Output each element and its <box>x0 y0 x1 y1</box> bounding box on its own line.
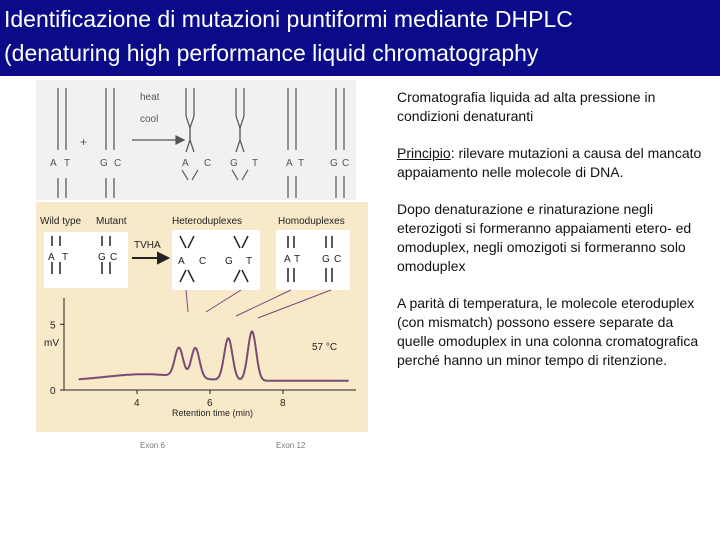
top-right-label-3: G <box>230 158 238 169</box>
temperature-annotation: 57 °C <box>312 342 338 353</box>
homo-label-1: A <box>284 254 291 265</box>
paragraph-definition: Cromatografia liquida ad alta pressione in condizioni denaturanti <box>397 89 656 124</box>
top-right-label-7: G <box>330 158 338 169</box>
caption-exon-6: Exon 6 <box>140 441 165 450</box>
top-right-label-1: A <box>182 158 189 169</box>
header-mutant: Mutant <box>96 216 127 227</box>
description-column <box>397 88 709 388</box>
principle-text: : rilevare mutazioni a causa del mancato appaiamento nelle molecole di DNA. <box>397 145 702 180</box>
paragraph-principle <box>397 144 709 182</box>
paragraph-duplex-formation: Dopo denaturazione e rinaturazione negli eterozigoti si formeranno appaiamenti etero- ed omoduplex, negli omozigoti si formeranno solo omoduplex <box>397 201 692 274</box>
header-wild-type: Wild type <box>40 216 82 227</box>
top-right-label-5: A <box>286 158 293 169</box>
hetero-label-3: G <box>225 256 233 267</box>
cool-label: cool <box>140 114 159 125</box>
x-tick-label: 8 <box>280 398 286 409</box>
heat-label: heat <box>140 92 160 103</box>
process-label: TVHA <box>134 240 161 251</box>
title-bar <box>0 0 720 76</box>
header-heteroduplexes: Heteroduplexes <box>172 216 243 227</box>
top-left-label-2: T <box>64 158 71 169</box>
homo-label-3: G <box>322 254 330 265</box>
header-homoduplexes: Homoduplexes <box>278 216 345 227</box>
top-right-label-6: T <box>298 158 305 169</box>
caption-exon-12: Exon 12 <box>276 441 306 450</box>
x-axis-label: Retention time (min) <box>172 408 254 418</box>
homo-label-4: C <box>334 254 342 265</box>
top-left-label-1: A <box>50 158 57 169</box>
top-right-label-2: C <box>204 158 212 169</box>
bottom-left-label-3: G <box>98 252 106 263</box>
bottom-left-label-4: C <box>110 252 118 263</box>
plus-sign: + <box>80 135 88 149</box>
principle-label: Principio <box>397 145 451 161</box>
top-left-label-3: G <box>100 158 108 169</box>
y-tick-label: 0 <box>50 386 56 397</box>
top-right-label-4: T <box>252 158 259 169</box>
x-tick-label: 4 <box>134 398 140 409</box>
figure-svg <box>36 80 370 460</box>
y-axis-label: mV <box>44 338 59 349</box>
hetero-label-4: T <box>246 256 253 267</box>
top-left-label-4: C <box>114 158 122 169</box>
hetero-label-1: A <box>178 256 185 267</box>
bottom-left-label-1: A <box>48 252 55 263</box>
hetero-label-2: C <box>199 256 207 267</box>
bottom-left-label-2: T <box>62 252 69 263</box>
homo-label-2: T <box>294 254 301 265</box>
paragraph-separation: A parità di temperatura, le molecole eteroduplex (con mismatch) possono essere separate da quelle omoduplex in una colonna cromatografica perché hanno un minor tempo di ritenzione. <box>397 295 699 368</box>
top-right-label-8: C <box>342 158 350 169</box>
title-line-2: (denaturing high performance liquid chromatography <box>4 40 539 66</box>
x-tick-label: 6 <box>207 398 213 409</box>
title-line-1: Identificazione di mutazioni puntiformi mediante DHPLC <box>4 6 573 32</box>
dhplc-figure <box>36 80 370 460</box>
y-tick-label: 5 <box>50 320 56 332</box>
